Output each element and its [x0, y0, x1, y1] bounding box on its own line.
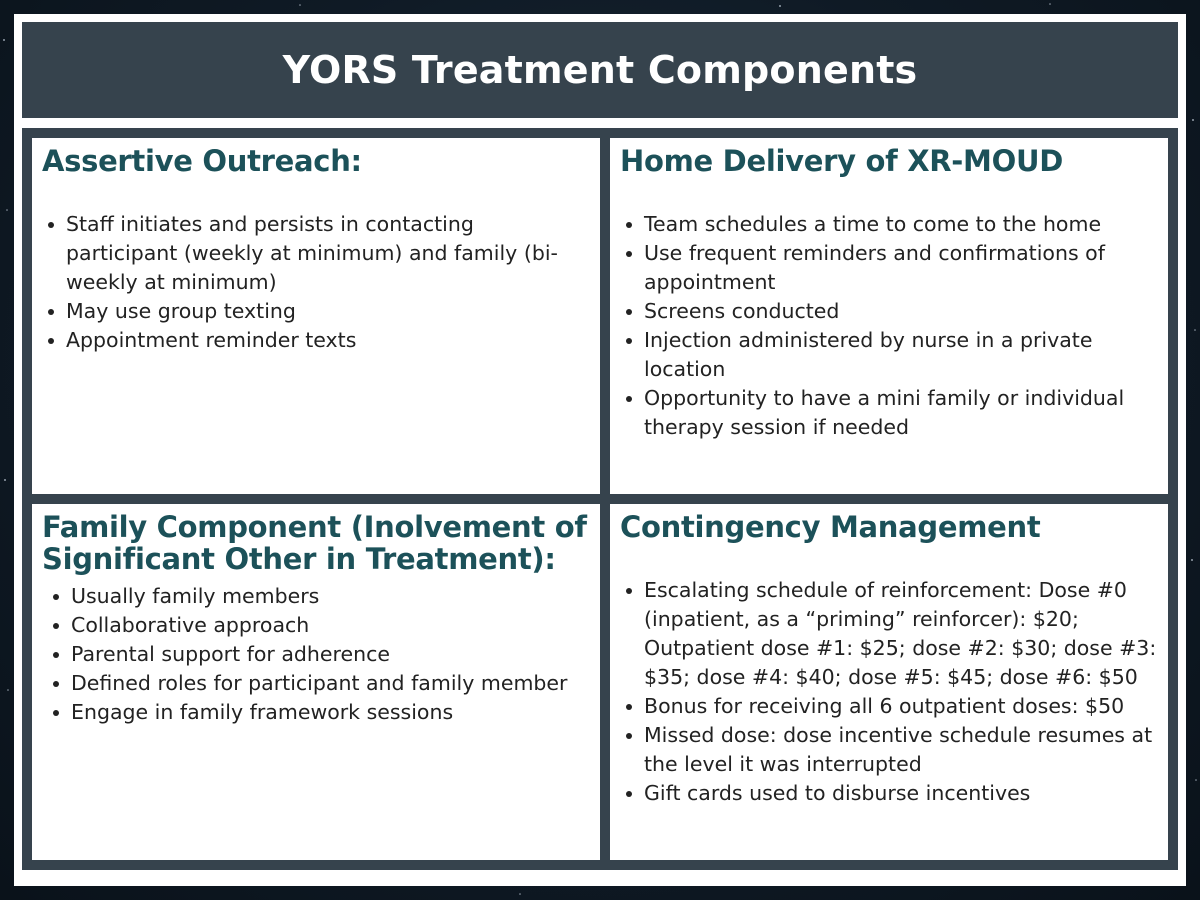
list-item: Screens conducted: [644, 297, 1158, 326]
list-item: Usually family members: [71, 582, 590, 611]
bullet-list: [42, 582, 590, 727]
bullet-list: [620, 210, 1158, 442]
list-item: Gift cards used to disburse incentives: [644, 779, 1158, 808]
list-item: Engage in family framework sessions: [71, 698, 590, 727]
page-title: YORS Treatment Components: [282, 48, 918, 92]
list-item: Use frequent reminders and confirmations of appointment: [644, 239, 1158, 297]
list-item: Staff initiates and persists in contacting participant (weekly at minimum) and family (bi-weekly at minimum): [66, 210, 590, 297]
bullet-list: [620, 576, 1158, 808]
list-item: Escalating schedule of reinforcement: Dose #0 (inpatient, as a “priming” reinforcer): $20; Outpatient dose #1: $25; dose #2: $30; dose #3: $35; dose #4: $40; dose #5: $45; dose #6: $50: [644, 576, 1158, 692]
list-item: Bonus for receiving all 6 outpatient doses: $50: [644, 692, 1158, 721]
bullet-list: [42, 210, 590, 355]
list-item: Collaborative approach: [71, 611, 590, 640]
slide-frame: [14, 14, 1186, 886]
panel-heading: Home Delivery of XR-MOUD: [620, 144, 1063, 178]
list-item: Injection administered by nurse in a private location: [644, 326, 1158, 384]
panel-heading: Family Component (Inolvement of Significant Other in Treatment):: [42, 510, 587, 576]
list-item: Defined roles for participant and family member: [71, 669, 590, 698]
list-item: Missed dose: dose incentive schedule resumes at the level it was interrupted: [644, 721, 1158, 779]
panel-contingency-management: [610, 504, 1168, 860]
panel-heading: Contingency Management: [620, 510, 1041, 544]
list-item: Team schedules a time to come to the home: [644, 210, 1158, 239]
list-item: Parental support for adherence: [71, 640, 590, 669]
panel-family-component: [32, 504, 600, 860]
list-item: Appointment reminder texts: [66, 326, 590, 355]
list-item: Opportunity to have a mini family or individual therapy session if needed: [644, 384, 1158, 442]
panel-assertive-outreach: [32, 138, 600, 494]
panel-home-delivery: [610, 138, 1168, 494]
components-grid: [22, 128, 1178, 870]
list-item: May use group texting: [66, 297, 590, 326]
title-bar: [22, 22, 1178, 118]
panel-heading: Assertive Outreach:: [42, 144, 362, 178]
